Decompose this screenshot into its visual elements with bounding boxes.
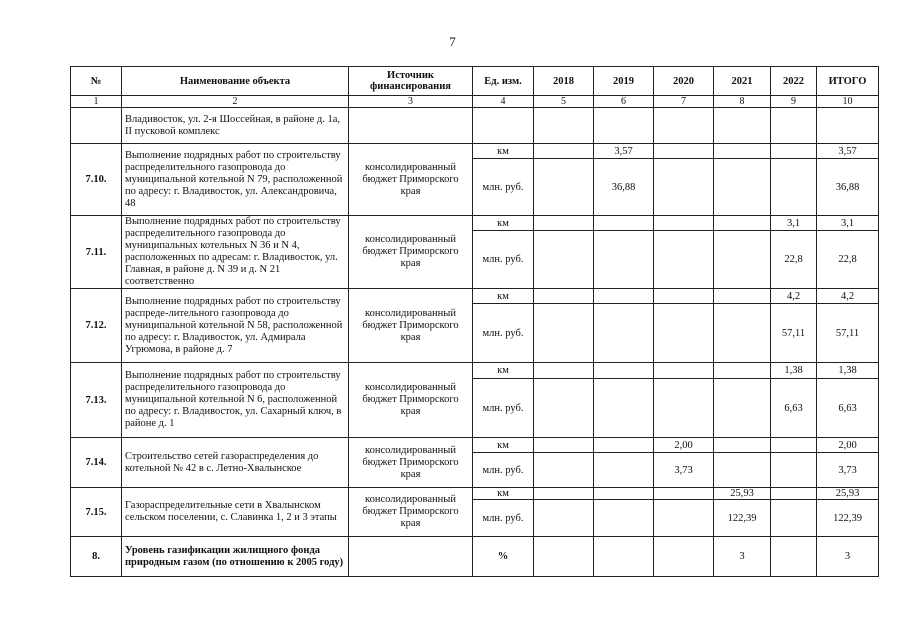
financing-source	[349, 108, 473, 144]
financing-source: консолидированный бюджет Приморского края	[349, 289, 473, 363]
financing-source: консолидированный бюджет Приморского края	[349, 216, 473, 289]
financing-source: консолидированный бюджет Приморского края	[349, 438, 473, 488]
unit-cell: км	[473, 289, 534, 304]
row-number: 7.12.	[71, 289, 122, 363]
unit-cell: млн. руб.	[473, 379, 534, 438]
value-cell	[714, 453, 771, 488]
column-index: 3	[349, 96, 473, 108]
page-number: 7	[449, 34, 456, 49]
table-row	[71, 144, 879, 159]
column-index-row	[71, 96, 879, 108]
unit-cell: млн. руб.	[473, 231, 534, 289]
value-cell: 3,57	[817, 144, 879, 159]
value-cell	[534, 304, 594, 363]
value-cell	[534, 438, 594, 453]
object-name: Выполнение подрядных работ по строительству распределительного газопровода до муниципальной котельной N 6, расположенной по адресу: г. Владивосток, ул. Сахарный ключ, в районе д. 1	[122, 363, 349, 438]
value-cell: 3,1	[771, 216, 817, 231]
value-cell	[771, 537, 817, 577]
value-cell	[594, 537, 654, 577]
value-cell	[714, 159, 771, 216]
value-cell: 6,63	[771, 379, 817, 438]
value-cell	[654, 216, 714, 231]
financing-source	[349, 537, 473, 577]
value-cell: 36,88	[817, 159, 879, 216]
value-cell: 36,88	[594, 159, 654, 216]
value-cell	[714, 108, 771, 144]
row-number: 7.11.	[71, 216, 122, 289]
value-cell: 1,38	[817, 363, 879, 379]
value-cell: 22,8	[817, 231, 879, 289]
header-cell: 2020	[654, 67, 714, 96]
value-cell	[714, 438, 771, 453]
row-number: 7.13.	[71, 363, 122, 438]
object-name: Газораспределительные сети в Хвалынском сельском поселении, с. Славинка 1, 2 и 3 этапы	[122, 488, 349, 537]
value-cell: 6,63	[817, 379, 879, 438]
value-cell	[714, 363, 771, 379]
unit-cell: км	[473, 144, 534, 159]
value-cell	[594, 500, 654, 537]
value-cell	[534, 537, 594, 577]
value-cell	[594, 488, 654, 500]
column-index: 6	[594, 96, 654, 108]
financing-source: консолидированный бюджет Приморского края	[349, 488, 473, 537]
unit-cell: км	[473, 216, 534, 231]
value-cell	[654, 500, 714, 537]
value-cell	[534, 108, 594, 144]
value-cell	[714, 304, 771, 363]
column-index: 10	[817, 96, 879, 108]
value-cell	[594, 363, 654, 379]
object-name: Уровень газификации жилищного фонда природным газом (по отношению к 2005 году)	[122, 537, 349, 577]
program-table	[70, 66, 879, 577]
value-cell: 2,00	[654, 438, 714, 453]
value-cell	[654, 231, 714, 289]
header-cell: Источник финансирования	[349, 67, 473, 96]
value-cell: 3,73	[817, 453, 879, 488]
value-cell	[654, 144, 714, 159]
row-number: 7.14.	[71, 438, 122, 488]
row-number: 8.	[71, 537, 122, 577]
value-cell	[594, 453, 654, 488]
value-cell: 22,8	[771, 231, 817, 289]
value-cell	[594, 231, 654, 289]
table-row	[71, 363, 879, 379]
header-cell: ИТОГО	[817, 67, 879, 96]
unit-cell: млн. руб.	[473, 453, 534, 488]
value-cell	[654, 363, 714, 379]
value-cell	[534, 363, 594, 379]
unit-cell: км	[473, 363, 534, 379]
value-cell: 122,39	[714, 500, 771, 537]
unit-cell: км	[473, 438, 534, 453]
value-cell: 3,1	[817, 216, 879, 231]
value-cell	[714, 144, 771, 159]
table-row	[71, 289, 879, 304]
table-row	[71, 488, 879, 500]
column-index: 9	[771, 96, 817, 108]
column-index: 7	[654, 96, 714, 108]
value-cell: 3,57	[594, 144, 654, 159]
table-row	[71, 537, 879, 577]
value-cell	[817, 108, 879, 144]
row-number	[71, 108, 122, 144]
value-cell	[654, 537, 714, 577]
value-cell	[534, 453, 594, 488]
unit-cell: млн. руб.	[473, 159, 534, 216]
header-cell: Ед. изм.	[473, 67, 534, 96]
object-name: Выполнение подрядных работ по строительству распределительного газопровода до муниципальной котельной N 79, расположенной по адресу: г. Владивосток, ул. Александровича, 48	[122, 144, 349, 216]
value-cell: 57,11	[771, 304, 817, 363]
header-cell: №	[71, 67, 122, 96]
value-cell: 57,11	[817, 304, 879, 363]
value-cell: 1,38	[771, 363, 817, 379]
value-cell	[534, 231, 594, 289]
table-row	[71, 438, 879, 453]
value-cell	[594, 108, 654, 144]
value-cell	[771, 159, 817, 216]
header-cell: 2022	[771, 67, 817, 96]
object-name: Строительство сетей газораспределения до котельной № 42 в с. Летно-Хвалынское	[122, 438, 349, 488]
value-cell	[594, 304, 654, 363]
value-cell	[714, 289, 771, 304]
value-cell: 25,93	[817, 488, 879, 500]
value-cell	[771, 453, 817, 488]
value-cell	[534, 289, 594, 304]
value-cell	[771, 108, 817, 144]
header-cell: 2019	[594, 67, 654, 96]
column-index: 4	[473, 96, 534, 108]
value-cell	[534, 500, 594, 537]
value-cell: 3,73	[654, 453, 714, 488]
value-cell	[771, 144, 817, 159]
table-row	[71, 216, 879, 231]
column-index: 1	[71, 96, 122, 108]
value-cell	[654, 488, 714, 500]
row-number: 7.15.	[71, 488, 122, 537]
object-name: Выполнение подрядных работ по строительству распреде-лительного газопровода до муниципальной котельной N 58, расположенной по адресу: г. Владивосток, ул. Адмирала Угрюмова, в районе д. 7	[122, 289, 349, 363]
header-cell: 2018	[534, 67, 594, 96]
value-cell	[534, 488, 594, 500]
unit-cell: %	[473, 537, 534, 577]
value-cell: 3	[817, 537, 879, 577]
header-cell: Наименование объекта	[122, 67, 349, 96]
value-cell: 25,93	[714, 488, 771, 500]
header-cell: 2021	[714, 67, 771, 96]
unit-cell: млн. руб.	[473, 500, 534, 537]
value-cell	[654, 108, 714, 144]
value-cell	[534, 379, 594, 438]
unit-cell: км	[473, 488, 534, 500]
header-row	[71, 67, 879, 96]
value-cell	[594, 216, 654, 231]
value-cell: 3	[714, 537, 771, 577]
column-index: 2	[122, 96, 349, 108]
financing-source: консолидированный бюджет Приморского края	[349, 144, 473, 216]
unit-cell: млн. руб.	[473, 304, 534, 363]
value-cell	[771, 438, 817, 453]
value-cell	[594, 379, 654, 438]
value-cell	[594, 438, 654, 453]
value-cell	[654, 304, 714, 363]
value-cell: 4,2	[817, 289, 879, 304]
value-cell: 2,00	[817, 438, 879, 453]
value-cell: 122,39	[817, 500, 879, 537]
value-cell	[714, 231, 771, 289]
value-cell	[534, 216, 594, 231]
value-cell	[714, 379, 771, 438]
column-index: 5	[534, 96, 594, 108]
value-cell	[534, 159, 594, 216]
row-number: 7.10.	[71, 144, 122, 216]
value-cell	[654, 159, 714, 216]
value-cell	[654, 289, 714, 304]
continuation-row	[71, 108, 879, 144]
object-name: Выполнение подрядных работ по строительству распределительного газопровода до муниципальных котельных N 36 и N 4, расположенных по адресам: г. Владивосток, ул. Главная, в районе д. N 39 и д. N 21 соответственно	[122, 216, 349, 289]
value-cell	[594, 289, 654, 304]
value-cell	[771, 488, 817, 500]
value-cell	[534, 144, 594, 159]
column-index: 8	[714, 96, 771, 108]
value-cell	[654, 379, 714, 438]
value-cell: 4,2	[771, 289, 817, 304]
object-name: Владивосток, ул. 2-я Шоссейная, в районе д. 1а, II пусковой комплекс	[122, 108, 349, 144]
financing-source: консолидированный бюджет Приморского края	[349, 363, 473, 438]
value-cell	[771, 500, 817, 537]
value-cell	[714, 216, 771, 231]
unit-cell	[473, 108, 534, 144]
